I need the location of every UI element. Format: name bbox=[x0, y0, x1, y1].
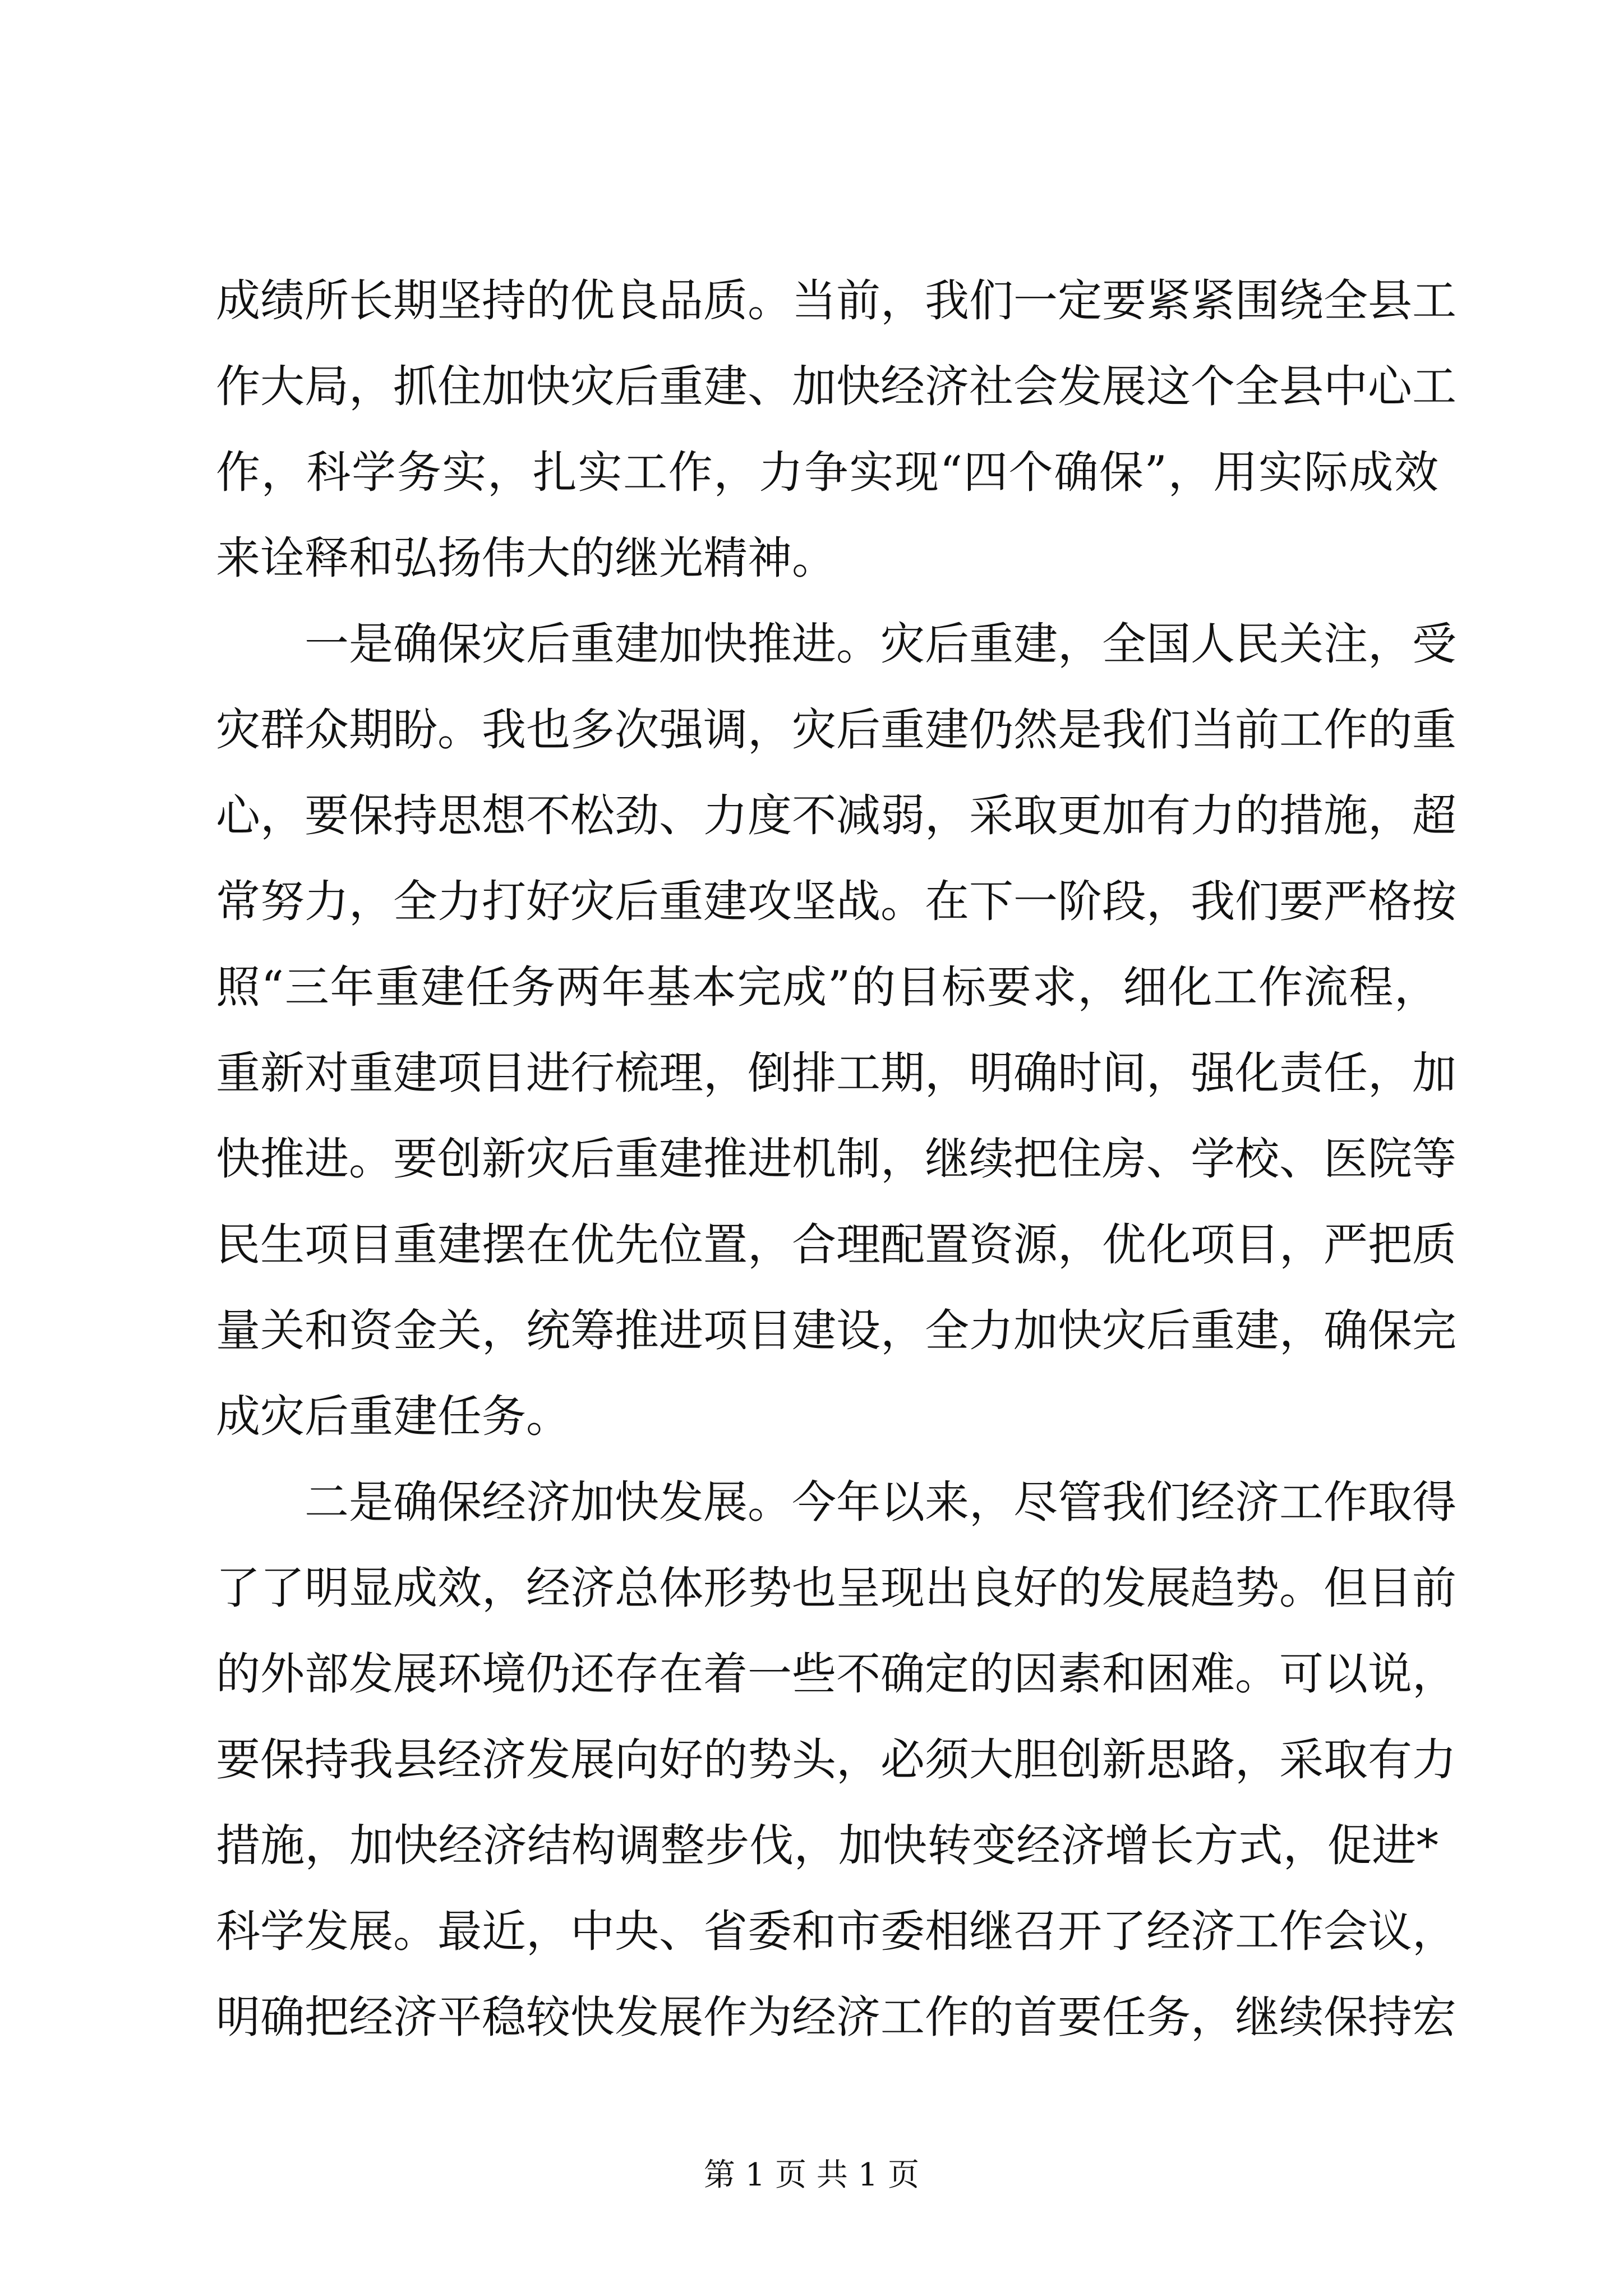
text-line: 要保持我县经济发展向好的势头，必须大胆创新思路，采取有力 bbox=[216, 1734, 1456, 1786]
text-line: 作大局，抓住加快灾后重建、加快经济社会发展这个全县中心工 bbox=[216, 361, 1456, 412]
text-line: 了了明显成效，经济总体形势也呈现出良好的发展趋势。但目前 bbox=[216, 1562, 1456, 1614]
text-line: 量关和资金关，统筹推进项目建设，全力加快灾后重建，确保完 bbox=[216, 1305, 1456, 1356]
body-text bbox=[216, 258, 1456, 2060]
text-line: 心，要保持思想不松劲、力度不减弱，采取更加有力的措施，超 bbox=[216, 790, 1456, 841]
text-line: 科学发展。最近，中央、省委和市委相继召开了经济工作会议， bbox=[216, 1906, 1456, 1957]
text-line: 明确把经济平稳较快发展作为经济工作的首要任务，继续保持宏 bbox=[216, 1991, 1456, 2043]
text-line: 成灾后重建任务。 bbox=[216, 1391, 570, 1442]
text-line: 来诠释和弘扬伟大的继光精神。 bbox=[216, 532, 836, 584]
text-line: 的外部发展环境仍还存在着一些不确定的因素和困难。可以说， bbox=[216, 1648, 1456, 1700]
text-line: 二是确保经济加快发展。今年以来，尽管我们经济工作取得 bbox=[216, 1476, 1456, 1528]
text-line: 措施，加快经济结构调整步伐，加快转变经济增长方式，促进* bbox=[216, 1820, 1438, 1871]
text-line: 成绩所长期坚持的优良品质。当前，我们一定要紧紧围绕全县工 bbox=[216, 275, 1456, 326]
page-footer: 第 1 页 共 1 页 bbox=[703, 2157, 920, 2193]
text-line: 灾群众期盼。我也多次强调，灾后重建仍然是我们当前工作的重 bbox=[216, 704, 1456, 756]
text-line: 一是确保灾后重建加快推进。灾后重建，全国人民关注，受 bbox=[216, 618, 1456, 670]
text-line: 快推进。要创新灾后重建推进机制，继续把住房、学校、医院等 bbox=[216, 1133, 1456, 1185]
text-line: 重新对重建项目进行梳理，倒排工期，明确时间，强化责任，加 bbox=[216, 1047, 1456, 1099]
text-line: 照“三年重建任务两年基本完成”的目标要求，细化工作流程， bbox=[216, 961, 1438, 1013]
text-line: 作，科学务实，扎实工作，力争实现“四个确保”，用实际成效 bbox=[216, 447, 1438, 498]
text-line: 民生项目重建摆在优先位置，合理配置资源，优化项目，严把质 bbox=[216, 1219, 1456, 1271]
text-line: 常努力，全力打好灾后重建攻坚战。在下一阶段，我们要严格按 bbox=[216, 876, 1456, 927]
